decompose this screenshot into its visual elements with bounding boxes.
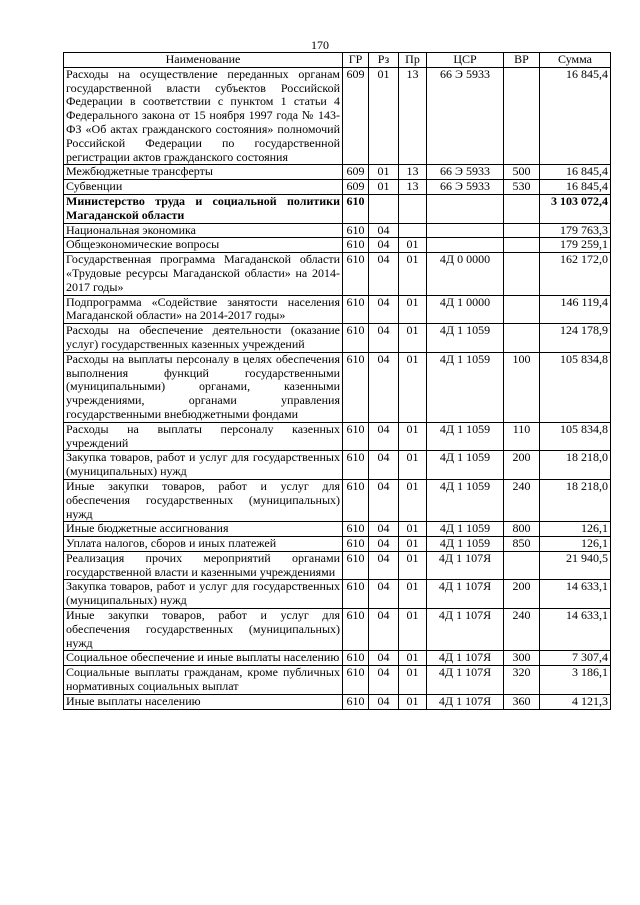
cell-vr: 850 — [504, 537, 540, 552]
cell-vr — [504, 295, 540, 324]
cell-name: Иные бюджетные ассигнования — [64, 522, 343, 537]
cell-rz: 04 — [369, 651, 399, 666]
table-row — [64, 451, 611, 480]
cell-csr: 4Д 1 1059 — [427, 352, 504, 422]
cell-csr: 4Д 1 1059 — [427, 537, 504, 552]
cell-name: Иные закупки товаров, работ и услуг для обеспечения государственных (муниципальных) нужд — [64, 609, 343, 651]
cell-pr: 01 — [399, 651, 427, 666]
cell-sum: 18 218,0 — [540, 451, 611, 480]
cell-pr: 01 — [399, 666, 427, 695]
cell-sum: 14 633,1 — [540, 580, 611, 609]
table-row — [64, 253, 611, 295]
cell-rz: 04 — [369, 422, 399, 451]
cell-name: Субвенции — [64, 180, 343, 195]
cell-pr: 01 — [399, 522, 427, 537]
cell-rz: 01 — [369, 67, 399, 165]
cell-sum: 16 845,4 — [540, 180, 611, 195]
cell-gr: 609 — [343, 180, 369, 195]
cell-gr: 610 — [343, 609, 369, 651]
table-row — [64, 324, 611, 353]
table-row — [64, 580, 611, 609]
header-vr: ВР — [504, 53, 540, 68]
table-row — [64, 551, 611, 580]
cell-pr: 01 — [399, 253, 427, 295]
cell-csr: 4Д 1 107Я — [427, 609, 504, 651]
cell-csr: 4Д 1 1059 — [427, 479, 504, 521]
table-row — [64, 479, 611, 521]
table-row — [64, 238, 611, 253]
cell-vr — [504, 67, 540, 165]
cell-rz: 04 — [369, 253, 399, 295]
cell-gr: 610 — [343, 651, 369, 666]
table-body — [64, 67, 611, 709]
cell-vr: 110 — [504, 422, 540, 451]
cell-sum: 124 178,9 — [540, 324, 611, 353]
cell-rz: 04 — [369, 522, 399, 537]
cell-name: Социальное обеспечение и иные выплаты населению — [64, 651, 343, 666]
cell-gr: 610 — [343, 479, 369, 521]
cell-csr: 4Д 1 107Я — [427, 551, 504, 580]
cell-name: Закупка товаров, работ и услуг для государственных (муниципальных) нужд — [64, 580, 343, 609]
cell-vr: 500 — [504, 165, 540, 180]
cell-name: Расходы на обеспечение деятельности (оказание услуг) государственных казенных учреждений — [64, 324, 343, 353]
table-row — [64, 422, 611, 451]
cell-csr: 4Д 1 107Я — [427, 580, 504, 609]
cell-sum: 7 307,4 — [540, 651, 611, 666]
cell-sum: 105 834,8 — [540, 422, 611, 451]
cell-name: Иные выплаты населению — [64, 694, 343, 709]
cell-pr: 01 — [399, 295, 427, 324]
cell-name: Реализация прочих мероприятий органами государственной власти и казенными учреждениями — [64, 551, 343, 580]
cell-vr: 300 — [504, 651, 540, 666]
cell-gr: 610 — [343, 324, 369, 353]
table-row — [64, 194, 611, 223]
cell-name: Уплата налогов, сборов и иных платежей — [64, 537, 343, 552]
cell-sum: 3 103 072,4 — [540, 194, 611, 223]
header-name: Наименование — [64, 53, 343, 68]
cell-rz: 04 — [369, 352, 399, 422]
cell-pr: 13 — [399, 67, 427, 165]
cell-gr: 609 — [343, 67, 369, 165]
header-rz: Рз — [369, 53, 399, 68]
cell-vr — [504, 324, 540, 353]
cell-vr: 320 — [504, 666, 540, 695]
cell-pr: 01 — [399, 694, 427, 709]
table-row — [64, 666, 611, 695]
header-sum: Сумма — [540, 53, 611, 68]
cell-name: Расходы на выплаты персоналу в целях обеспечения выполнения функций государственными (муниципальными) органами, казенными учреждениями, органами управления государственными внебюджетными фондами — [64, 352, 343, 422]
table-row — [64, 295, 611, 324]
table-row — [64, 522, 611, 537]
cell-rz: 04 — [369, 551, 399, 580]
cell-gr: 610 — [343, 352, 369, 422]
table-row — [64, 223, 611, 238]
cell-gr: 610 — [343, 522, 369, 537]
cell-vr: 240 — [504, 479, 540, 521]
cell-sum: 3 186,1 — [540, 666, 611, 695]
table-row — [64, 694, 611, 709]
cell-vr — [504, 238, 540, 253]
cell-pr: 01 — [399, 537, 427, 552]
cell-sum: 179 259,1 — [540, 238, 611, 253]
cell-rz: 01 — [369, 180, 399, 195]
header-pr: Пр — [399, 53, 427, 68]
table-row — [64, 609, 611, 651]
cell-vr: 200 — [504, 451, 540, 480]
cell-rz: 04 — [369, 666, 399, 695]
cell-name: Закупка товаров, работ и услуг для государственных (муниципальных) нужд — [64, 451, 343, 480]
cell-rz: 04 — [369, 580, 399, 609]
cell-vr: 800 — [504, 522, 540, 537]
cell-rz: 04 — [369, 479, 399, 521]
cell-gr: 610 — [343, 422, 369, 451]
cell-pr: 01 — [399, 580, 427, 609]
cell-vr: 240 — [504, 609, 540, 651]
cell-rz: 04 — [369, 451, 399, 480]
cell-gr: 610 — [343, 694, 369, 709]
cell-name: Расходы на осуществление переданных органам государственной власти субъектов Российской Федерации в соответствии с пунктом 1 статьи 4 Федерального закона от 15 ноября 1997 года № 143-ФЗ «Об актах гражданского состояния» полномочий Российской Федерации по государственной регистрации актов гражданского состояния — [64, 67, 343, 165]
cell-rz: 04 — [369, 238, 399, 253]
cell-gr: 610 — [343, 537, 369, 552]
cell-sum: 14 633,1 — [540, 609, 611, 651]
cell-sum: 179 763,3 — [540, 223, 611, 238]
cell-rz: 04 — [369, 537, 399, 552]
cell-csr: 4Д 1 107Я — [427, 694, 504, 709]
cell-sum: 126,1 — [540, 537, 611, 552]
cell-rz: 04 — [369, 609, 399, 651]
cell-gr: 610 — [343, 223, 369, 238]
cell-gr: 609 — [343, 165, 369, 180]
cell-sum: 126,1 — [540, 522, 611, 537]
cell-sum: 105 834,8 — [540, 352, 611, 422]
table-row — [64, 651, 611, 666]
cell-sum: 146 119,4 — [540, 295, 611, 324]
cell-gr: 610 — [343, 194, 369, 223]
cell-sum: 4 121,3 — [540, 694, 611, 709]
cell-pr: 13 — [399, 165, 427, 180]
cell-pr: 01 — [399, 352, 427, 422]
cell-sum: 21 940,5 — [540, 551, 611, 580]
cell-name: Государственная программа Магаданской области «Трудовые ресурсы Магаданской области» на 2014-2017 годы» — [64, 253, 343, 295]
table-row — [64, 180, 611, 195]
cell-csr: 66 Э 5933 — [427, 165, 504, 180]
cell-csr: 4Д 1 1059 — [427, 451, 504, 480]
cell-name: Межбюджетные трансферты — [64, 165, 343, 180]
header-gr: ГР — [343, 53, 369, 68]
cell-pr: 01 — [399, 609, 427, 651]
cell-pr: 01 — [399, 551, 427, 580]
cell-gr: 610 — [343, 253, 369, 295]
cell-csr: 4Д 1 107Я — [427, 666, 504, 695]
table-row — [64, 537, 611, 552]
table-row — [64, 165, 611, 180]
cell-rz — [369, 194, 399, 223]
cell-rz: 04 — [369, 694, 399, 709]
cell-pr: 01 — [399, 324, 427, 353]
cell-vr: 200 — [504, 580, 540, 609]
cell-csr — [427, 194, 504, 223]
cell-vr — [504, 194, 540, 223]
cell-csr: 4Д 0 0000 — [427, 253, 504, 295]
cell-pr — [399, 194, 427, 223]
table-row — [64, 67, 611, 165]
cell-csr: 4Д 1 1059 — [427, 324, 504, 353]
cell-csr: 4Д 1 107Я — [427, 651, 504, 666]
cell-name: Общеэкономические вопросы — [64, 238, 343, 253]
cell-csr: 4Д 1 1059 — [427, 522, 504, 537]
cell-csr: 4Д 1 0000 — [427, 295, 504, 324]
cell-name: Подпрограмма «Содействие занятости населения Магаданской области» на 2014-2017 годы» — [64, 295, 343, 324]
cell-csr — [427, 223, 504, 238]
cell-rz: 04 — [369, 324, 399, 353]
cell-name: Министерство труда и социальной политики Магаданской области — [64, 194, 343, 223]
cell-pr: 01 — [399, 238, 427, 253]
cell-vr: 100 — [504, 352, 540, 422]
cell-sum: 16 845,4 — [540, 165, 611, 180]
cell-csr: 4Д 1 1059 — [427, 422, 504, 451]
cell-vr: 360 — [504, 694, 540, 709]
cell-rz: 01 — [369, 165, 399, 180]
cell-pr — [399, 223, 427, 238]
cell-pr: 13 — [399, 180, 427, 195]
cell-pr: 01 — [399, 422, 427, 451]
cell-gr: 610 — [343, 295, 369, 324]
header-csr: ЦСР — [427, 53, 504, 68]
cell-sum: 18 218,0 — [540, 479, 611, 521]
page-number: 170 — [311, 38, 329, 52]
cell-name: Расходы на выплаты персоналу казенных учреждений — [64, 422, 343, 451]
cell-csr: 66 Э 5933 — [427, 180, 504, 195]
cell-sum: 162 172,0 — [540, 253, 611, 295]
cell-gr: 610 — [343, 451, 369, 480]
cell-csr: 66 Э 5933 — [427, 67, 504, 165]
cell-vr — [504, 223, 540, 238]
cell-name: Социальные выплаты гражданам, кроме публичных нормативных социальных выплат — [64, 666, 343, 695]
cell-gr: 610 — [343, 580, 369, 609]
cell-vr: 530 — [504, 180, 540, 195]
cell-pr: 01 — [399, 451, 427, 480]
cell-pr: 01 — [399, 479, 427, 521]
cell-gr: 610 — [343, 551, 369, 580]
cell-name: Национальная экономика — [64, 223, 343, 238]
cell-name: Иные закупки товаров, работ и услуг для обеспечения государственных (муниципальных) нужд — [64, 479, 343, 521]
cell-gr: 610 — [343, 238, 369, 253]
cell-gr: 610 — [343, 666, 369, 695]
cell-csr — [427, 238, 504, 253]
cell-rz: 04 — [369, 223, 399, 238]
cell-rz: 04 — [369, 295, 399, 324]
cell-vr — [504, 551, 540, 580]
budget-table — [63, 52, 611, 710]
table-row — [64, 352, 611, 422]
table-header-row — [64, 53, 611, 68]
cell-vr — [504, 253, 540, 295]
cell-sum: 16 845,4 — [540, 67, 611, 165]
